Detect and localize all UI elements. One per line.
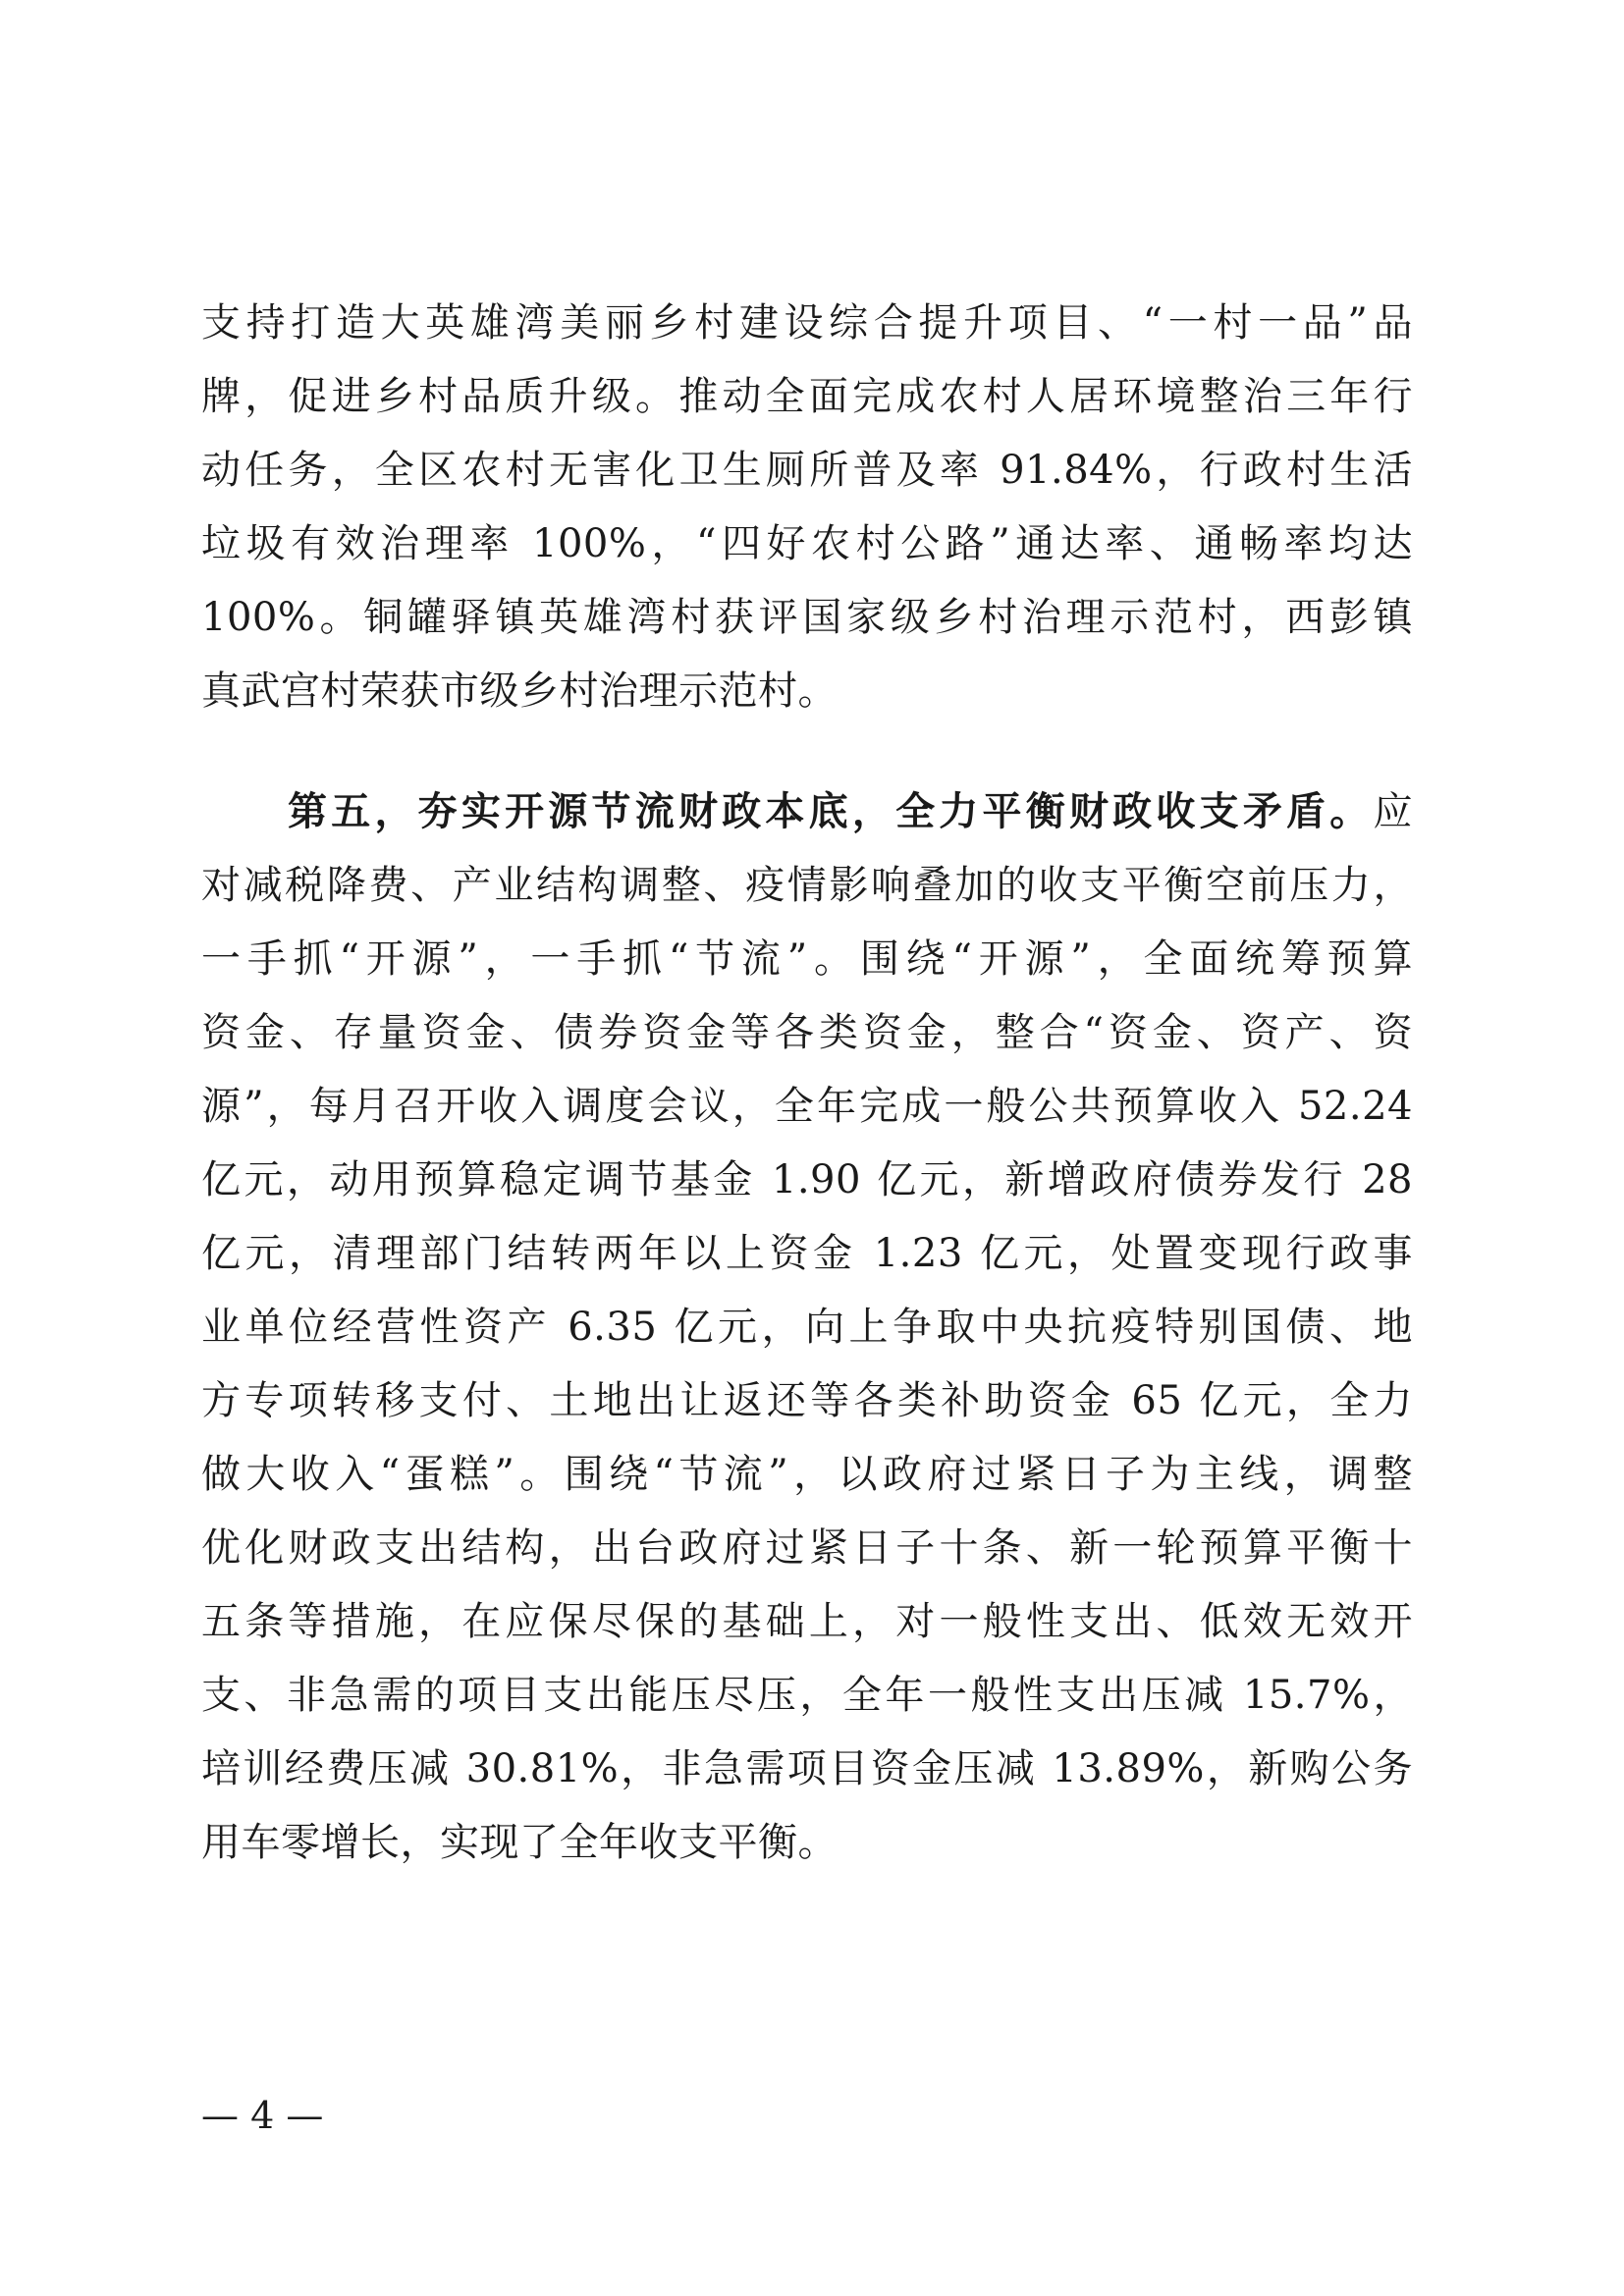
paragraph-line: 做大收入“蛋糕”。围绕“节流”，以政府过紧日子为主线，调整 (201, 1452, 1413, 1497)
paragraph-line: 支持打造大英雄湾美丽乡村建设综合提升项目、“一村一品”品 (201, 300, 1413, 346)
paragraph-line: 牌，促进乡村品质升级。推动全面完成农村人居环境整治三年行 (201, 374, 1413, 419)
paragraph-line: 优化财政支出结构，出台政府过紧日子十条、新一轮预算平衡十 (201, 1525, 1413, 1571)
paragraph-line: 源”，每月召开收入调度会议，全年完成一般公共预算收入 52.24 (201, 1084, 1413, 1129)
paragraph-line-rest: 应 (1373, 789, 1413, 834)
paragraph-line: 方专项转移支付、土地出让返还等各类补助资金 65 亿元，全力 (201, 1378, 1413, 1423)
paragraph-line: 资金、存量资金、债券资金等各类资金，整合“资金、资产、资 (201, 1010, 1413, 1055)
paragraph-first-line (201, 775, 1413, 849)
paragraph-line: 真武宫村荣获市级乡村治理示范村。 (201, 668, 838, 714)
paragraph-line: 五条等措施，在应保尽保的基础上，对一般性支出、低效无效开 (201, 1599, 1413, 1644)
page-number: — 4 — (201, 2094, 324, 2137)
paragraph-line: 动任务，全区农村无害化卫生厕所普及率 91.84%，行政村生活 (201, 448, 1413, 493)
paragraph-line: 支、非急需的项目支出能压尽压，全年一般性支出压减 15.7%， (201, 1673, 1413, 1718)
paragraph-line: 对减税降费、产业结构调整、疫情影响叠加的收支平衡空前压力， (201, 863, 1413, 908)
paragraph-line: 一手抓“开源”，一手抓“节流”。围绕“开源”，全面统筹预算 (201, 936, 1413, 982)
section-heading: 第五，夯实开源节流财政本底，全力平衡财政收支矛盾。 (288, 789, 1374, 834)
paragraph-line: 业单位经营性资产 6.35 亿元，向上争取中央抗疫特别国债、地 (201, 1305, 1413, 1350)
paragraph-fiscal-balance (201, 775, 1413, 1880)
paragraph-rural-revitalization (201, 287, 1413, 728)
paragraph-line: 亿元，动用预算稳定调节基金 1.90 亿元，新增政府债券发行 28 (201, 1157, 1413, 1202)
paragraph-line: 亿元，清理部门结转两年以上资金 1.23 亿元，处置变现行政事 (201, 1231, 1413, 1276)
paragraph-line: 培训经费压减 30.81%，非急需项目资金压减 13.89%，新购公务 (201, 1746, 1413, 1791)
paragraph-line: 100%。铜罐驿镇英雄湾村获评国家级乡村治理示范村，西彭镇 (201, 595, 1413, 640)
paragraph-line: 垃圾有效治理率 100%，“四好农村公路”通达率、通畅率均达 (201, 521, 1413, 566)
paragraph-line: 用车零增长，实现了全年收支平衡。 (201, 1820, 838, 1865)
